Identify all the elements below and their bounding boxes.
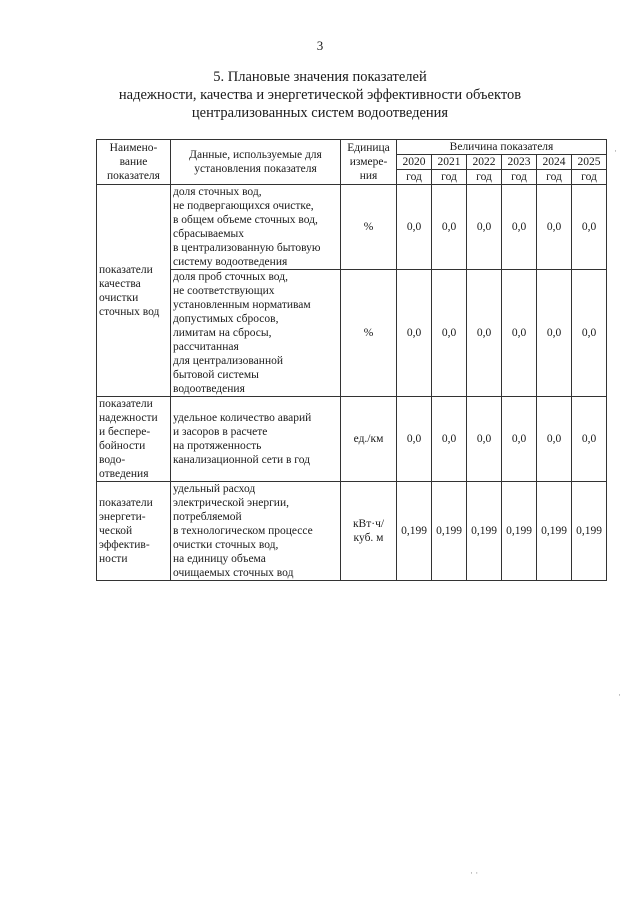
indicator-name-text: бойности (99, 440, 146, 452)
value-cell: 0,0 (432, 185, 467, 270)
data-text: в общем объеме сточных вод, (173, 214, 318, 226)
data-text: в технологическом процессе (173, 525, 313, 537)
header-year (572, 155, 607, 185)
header-year (467, 155, 502, 185)
value-cell: 0,0 (572, 185, 607, 270)
indicator-name-cell (97, 397, 171, 482)
indicator-name-text: показатели (99, 263, 153, 276)
unit-cell (341, 270, 397, 397)
data-text: рассчитанная (173, 341, 239, 353)
year-label: 2025 (572, 155, 606, 170)
header-text: ния (359, 170, 378, 182)
data-text: в централизованную бытовую (173, 242, 321, 254)
year-label: 2024 (537, 155, 571, 170)
data-text: лимитам на сбросы, (173, 327, 272, 339)
indicator-name-text: надежности (99, 412, 158, 424)
value-cell: 0,0 (397, 397, 432, 482)
unit-text: куб. м (353, 532, 384, 544)
year-label: 2022 (467, 155, 501, 170)
data-text: удельный расход (173, 483, 256, 495)
header-year (397, 155, 432, 185)
data-text: на единицу объема (173, 553, 266, 565)
table-row (97, 397, 607, 482)
value-cell: 0,0 (572, 397, 607, 482)
indicator-name-text: сточных вод (99, 305, 160, 318)
unit-cell (341, 397, 397, 482)
data-text: не подвергающихся очистке, (173, 200, 314, 212)
value-cell: 0,199 (432, 482, 467, 581)
scan-speck: · · (470, 868, 479, 878)
header-year (432, 155, 467, 185)
header-text: Единица (347, 142, 390, 154)
data-text: доля проб сточных вод, (173, 271, 288, 283)
year-unit: год (406, 171, 422, 183)
header-year (502, 155, 537, 185)
year-label: 2021 (432, 155, 466, 170)
page-number: 3 (316, 38, 324, 53)
value-cell: 0,0 (467, 270, 502, 397)
indicator-name-cell (97, 482, 171, 581)
data-text: допустимых сбросов, (173, 313, 279, 325)
value-cell: 0,0 (502, 185, 537, 270)
value-cell: 0,0 (502, 397, 537, 482)
table-row (97, 270, 607, 397)
data-text: бытовой системы (173, 369, 259, 381)
year-unit: год (581, 171, 597, 183)
indicator-name-text: показатели (99, 398, 153, 410)
table-header-row (97, 140, 607, 155)
heading-line: надежности, качества и энергетической эффективности объектов (118, 87, 522, 103)
value-cell: 0,0 (432, 397, 467, 482)
header-text: Данные, используемые для (189, 149, 322, 161)
header-indicator-name (97, 140, 171, 185)
value-cell: 0,0 (397, 185, 432, 270)
year-unit: год (511, 171, 527, 183)
header-text: показателя (107, 170, 160, 182)
indicator-name-text: отведения (99, 468, 149, 480)
data-text: на протяженность (173, 440, 262, 452)
value-cell: 0,0 (572, 270, 607, 397)
unit-text: % (363, 221, 374, 233)
data-text: не соответствующих (173, 285, 275, 297)
data-text: потребляемой (173, 511, 242, 523)
indicator-name-text: показатели (99, 497, 153, 509)
data-text: для централизованной (173, 355, 284, 367)
table-row (97, 185, 607, 270)
indicator-name-text: очистки (99, 291, 139, 304)
indicator-name-cell (97, 185, 171, 397)
indicator-name-text: эффектив- (99, 539, 150, 551)
header-text: Наимено- (109, 142, 158, 154)
heading-line: 5. Плановые значения показателей (213, 69, 427, 85)
data-text: сбрасываемых (173, 228, 245, 240)
header-value-group: Величина показателя (397, 140, 607, 155)
value-cell: 0,0 (467, 185, 502, 270)
indicator-data-cell (171, 270, 341, 397)
year-label: 2023 (502, 155, 536, 170)
data-text: систему водоотведения (173, 256, 288, 268)
header-text: измере- (349, 156, 388, 168)
indicator-data-cell (171, 482, 341, 581)
header-unit (341, 140, 397, 185)
unit-text: ед./км (353, 433, 384, 445)
value-cell: 0,0 (537, 270, 572, 397)
heading-line: централизованных систем водоотведения (191, 105, 449, 121)
year-unit: год (441, 171, 457, 183)
indicators-table (96, 139, 607, 581)
year-unit: год (546, 171, 562, 183)
table-row (97, 482, 607, 581)
unit-text: % (363, 327, 374, 339)
data-text: очистки сточных вод, (173, 539, 279, 551)
unit-cell (341, 482, 397, 581)
data-text: удельное количество аварий (173, 412, 312, 424)
value-cell: 0,0 (432, 270, 467, 397)
unit-cell (341, 185, 397, 270)
indicator-name-text: водо- (99, 454, 126, 466)
data-text: очищаемых сточных вод (173, 567, 294, 579)
data-text: и засоров в расчете (173, 426, 268, 438)
data-text: водоотведения (173, 383, 245, 395)
header-text: вание (119, 156, 148, 168)
value-cell: 0,0 (502, 270, 537, 397)
year-label: 2020 (397, 155, 431, 170)
data-text: канализационной сети в год (173, 454, 310, 466)
data-text: установленным нормативам (173, 299, 311, 311)
value-cell: 0,0 (397, 270, 432, 397)
unit-text: кВт·ч/ (352, 518, 385, 530)
value-cell: 0,0 (537, 397, 572, 482)
indicator-name-text: и беспере- (99, 426, 151, 438)
value-cell: 0,199 (537, 482, 572, 581)
value-cell: 0,0 (467, 397, 502, 482)
indicator-name-text: ности (99, 553, 128, 565)
year-unit: год (476, 171, 492, 183)
data-text: электрической энергии, (173, 497, 289, 509)
indicator-name-text: качества (99, 277, 141, 290)
value-cell: 0,199 (502, 482, 537, 581)
document-heading (0, 68, 640, 122)
indicator-name-text: энергети- (99, 511, 146, 523)
indicator-data-cell (171, 397, 341, 482)
data-text: доля сточных вод, (173, 186, 262, 198)
value-cell: 0,0 (537, 185, 572, 270)
value-cell: 0,199 (572, 482, 607, 581)
header-text: установления показателя (194, 163, 317, 175)
indicator-name-text: ческой (99, 525, 133, 537)
indicator-data-cell (171, 185, 341, 270)
scan-speck: · (618, 690, 621, 700)
header-year (537, 155, 572, 185)
scan-speck: · (614, 146, 617, 156)
value-cell: 0,199 (467, 482, 502, 581)
header-data-used (171, 140, 341, 185)
value-cell: 0,199 (397, 482, 432, 581)
